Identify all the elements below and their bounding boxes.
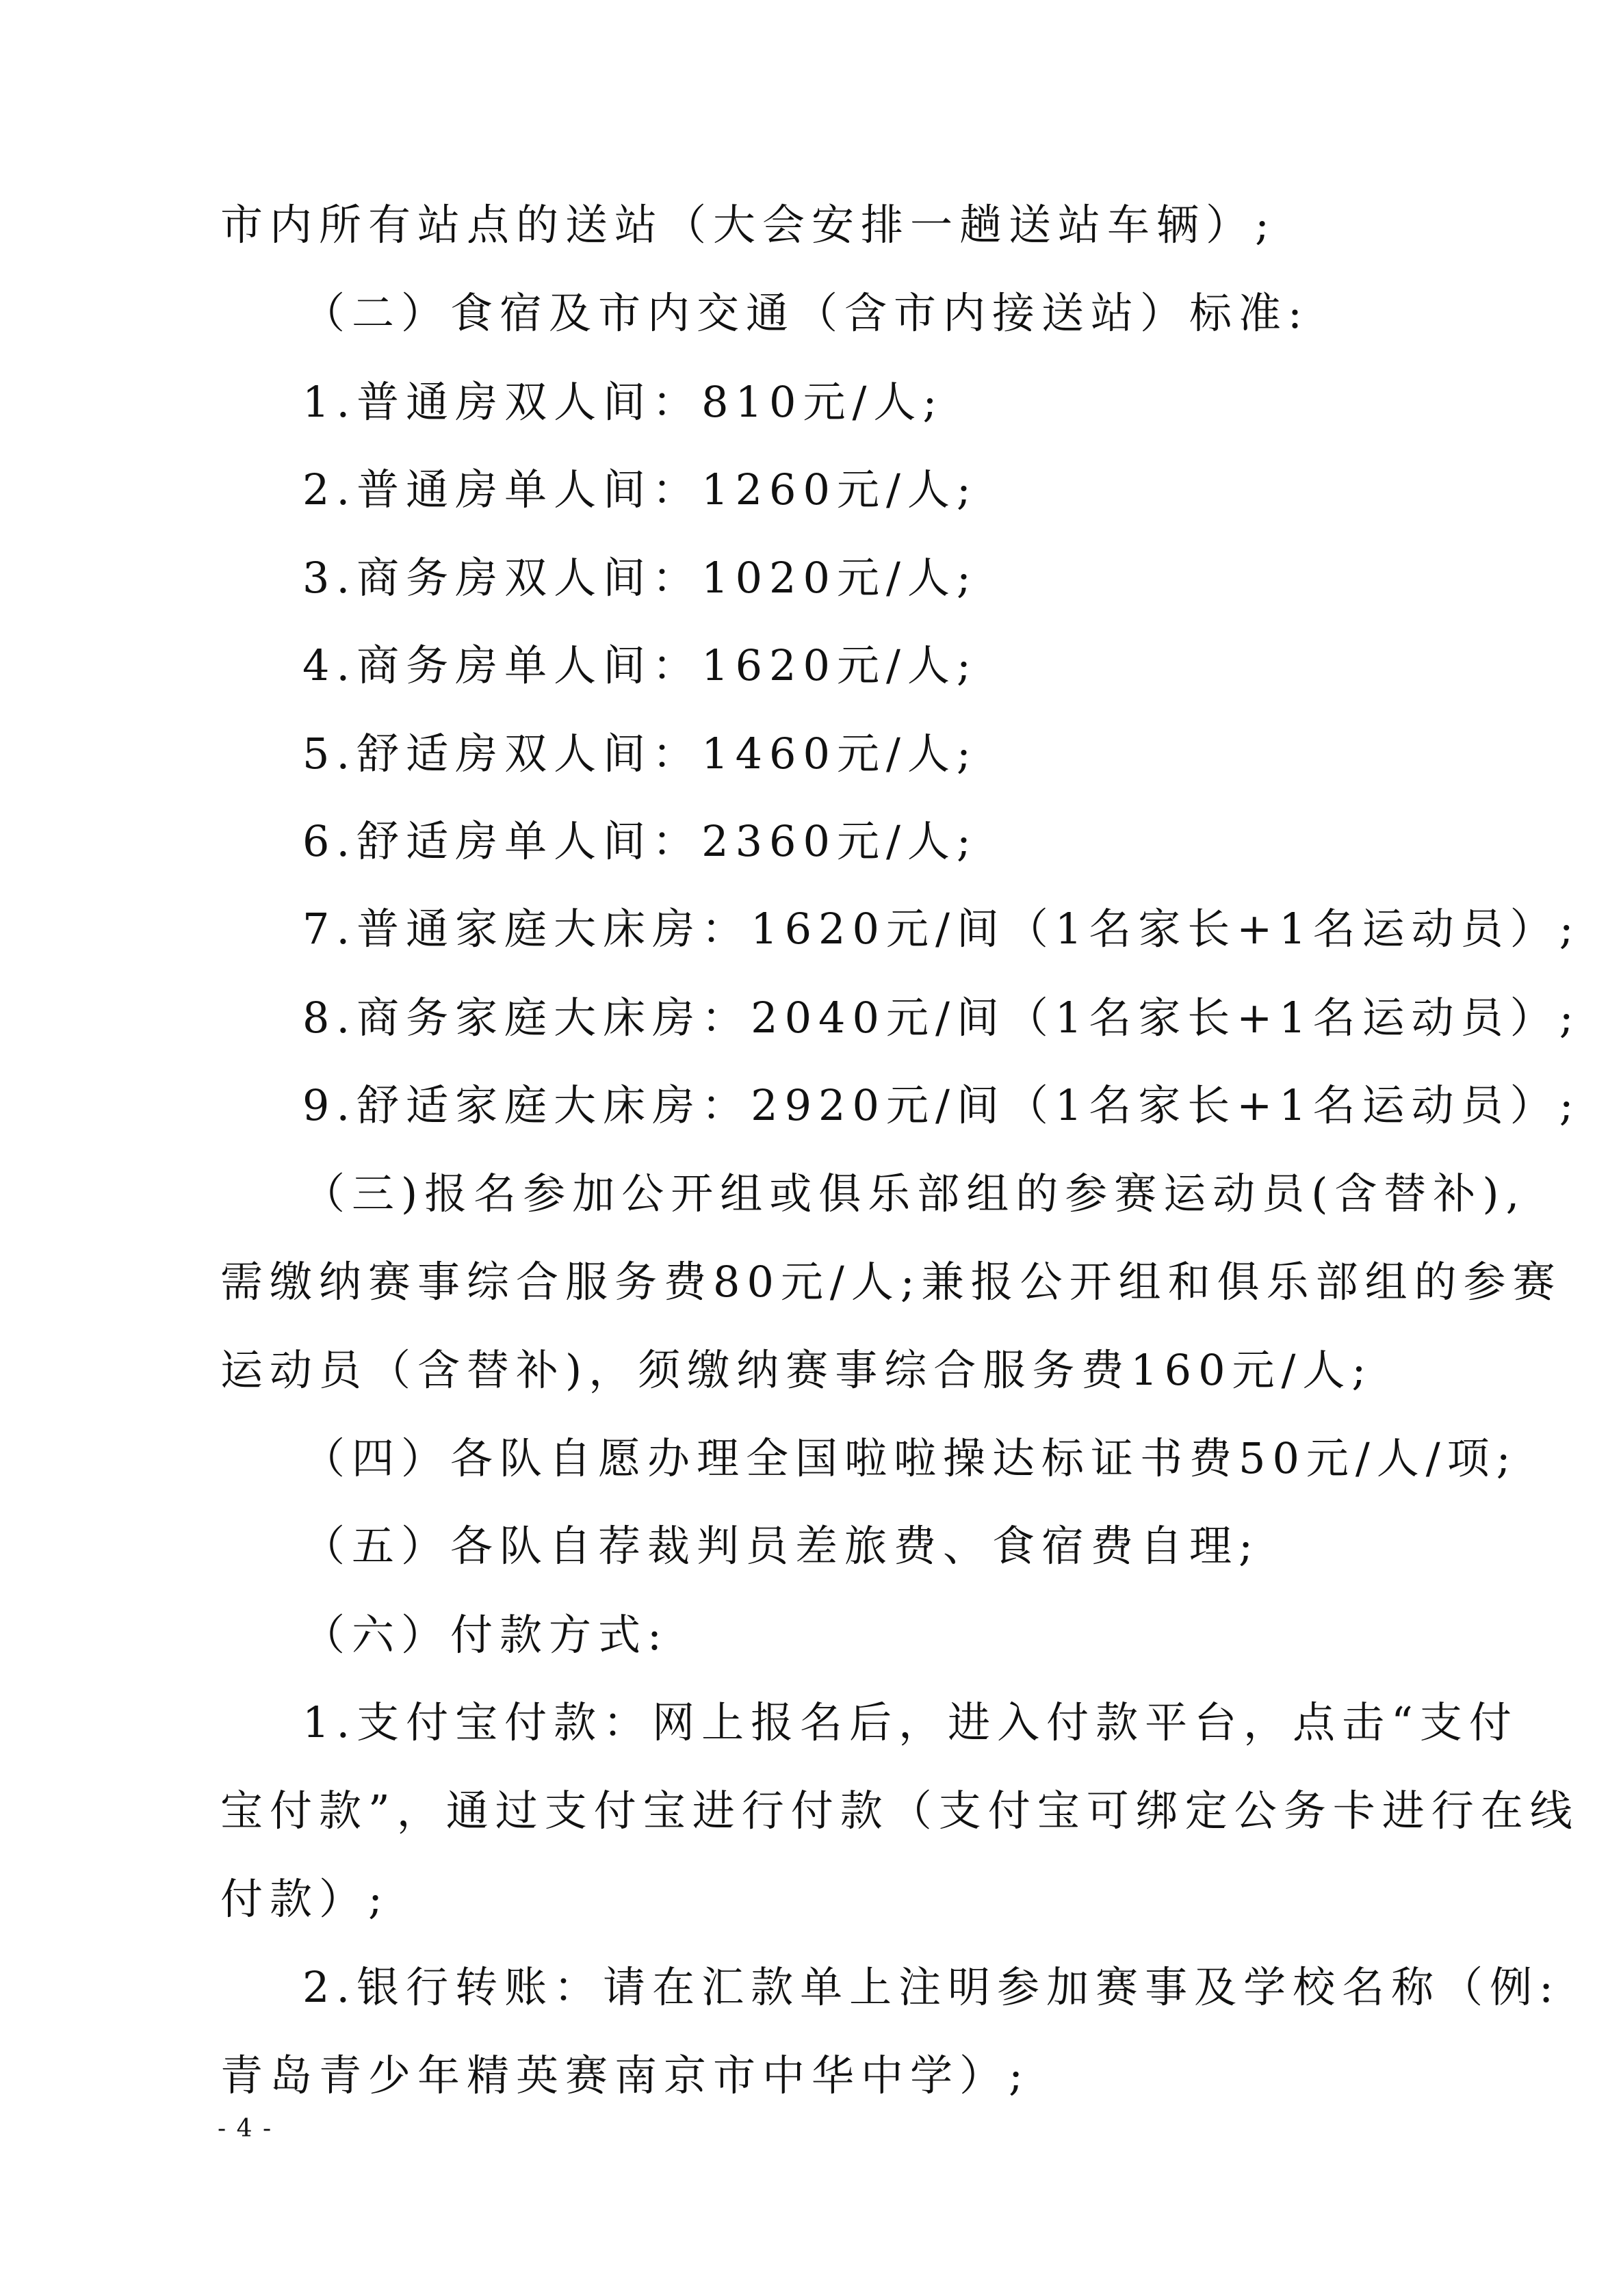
section-heading: （三)报名参加公开组或俱乐部组的参赛运动员(含替补), [302,1169,1527,1218]
list-item: 1.支付宝付款：网上报名后，进入付款平台，点击“支付 [302,1697,1518,1747]
section-heading: （六）付款方式: [302,1610,669,1660]
list-item: 2.普通房单人间：1260元/人; [302,465,978,514]
paragraph-line: 需缴纳赛事综合服务费80元/人;兼报公开组和俱乐部组的参赛 [220,1257,1562,1307]
list-item: 8.商务家庭大床房：2040元/间（1名家长+1名运动员）; [302,993,1581,1043]
list-item: 9.舒适家庭大床房：2920元/间（1名家长+1名运动员）; [302,1080,1581,1130]
list-item: 2.银行转账：请在汇款单上注明参加赛事及学校名称（例: [302,1962,1561,2012]
list-item: 7.普通家庭大床房：1620元/间（1名家长+1名运动员）; [302,904,1581,954]
list-item: 3.商务房双人间：1020元/人; [302,553,978,603]
list-item: 6.舒适房单人间：2360元/人; [302,816,978,866]
paragraph-line: 宝付款”，通过支付宝进行付款（支付宝可绑定公务卡进行在线 [220,1786,1579,1836]
paragraph-line: 市内所有站点的送站（大会安排一趟送站车辆）; [220,200,1276,250]
paragraph-line: 青岛青少年精英赛南京市中华中学）; [220,2050,1030,2100]
list-item: 1.普通房双人间：810元/人; [302,377,944,427]
section-heading: （二）食宿及市内交通（含市内接送站）标准: [302,288,1309,338]
list-item: 4.商务房单人间：1620元/人; [302,640,978,690]
paragraph-line: 付款）; [220,1874,389,1924]
section-heading: （五）各队自荐裁判员差旅费、食宿费自理; [302,1521,1260,1571]
list-item: 5.舒适房双人间：1460元/人; [302,729,978,779]
page-number: - 4 - [218,2115,273,2143]
paragraph-line: 运动员（含替补)，须缴纳赛事综合服务费160元/人; [220,1345,1373,1395]
section-heading: （四）各队自愿办理全国啦啦操达标证书费50元/人/项; [302,1433,1518,1483]
